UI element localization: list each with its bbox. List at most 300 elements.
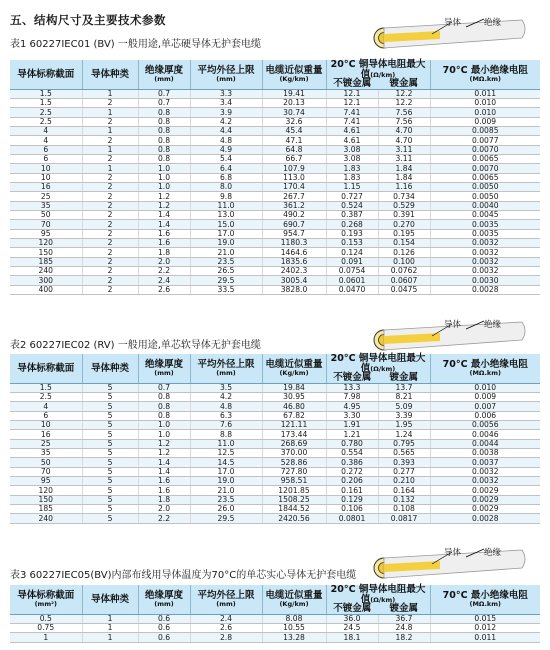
table-cell: 0.0032: [430, 239, 540, 248]
table-cell: 8.21: [378, 392, 430, 401]
table-cell: 1: [82, 108, 138, 117]
table-cell: 4.8: [190, 136, 262, 145]
conductor-label-1: 导体: [444, 18, 462, 28]
table-row: [10, 239, 540, 248]
table-cell: 0.0762: [378, 267, 430, 276]
table-cell: 20.13: [262, 98, 326, 107]
conductor-label-2: 导体: [444, 320, 462, 330]
table-cell: 173.44: [262, 430, 326, 439]
table-cell: 3.11: [378, 154, 430, 163]
table-cell: 1.0: [138, 182, 190, 191]
table-cell: 300: [10, 276, 82, 285]
table-row: [10, 136, 540, 145]
table-cell: 0.8: [138, 392, 190, 401]
table-cell: 36.7: [378, 614, 430, 623]
table-cell: 0.010: [430, 108, 540, 117]
table-cell: 0.0065: [430, 173, 540, 182]
header-resistance: 20°C 铜导体电阻最大值(Ω/km) 不镀金属 镀金属: [326, 354, 430, 383]
table-row: [10, 98, 540, 107]
table-cell: 0.126: [378, 248, 430, 257]
table-cell: 0.0070: [430, 145, 540, 154]
table-cell: 2: [82, 276, 138, 285]
table-cell: 1.6: [138, 239, 190, 248]
table-cell: 2: [82, 192, 138, 201]
table-cell: 1.0: [138, 164, 190, 173]
table-cell: 0.8: [138, 411, 190, 420]
table-cell: 1.4: [138, 467, 190, 476]
table-cell: 400: [10, 285, 82, 294]
table-cell: 1.24: [378, 430, 430, 439]
table-cell: 0.011: [430, 89, 540, 98]
table-cell: 1: [10, 633, 82, 642]
table-cell: 0.161: [326, 486, 378, 495]
table-cell: 5: [82, 467, 138, 476]
table-cell: 0.206: [326, 476, 378, 485]
table-cell: 0.8: [138, 117, 190, 126]
table-cell: 0.129: [326, 495, 378, 504]
table-row: [10, 276, 540, 285]
table-cell: 2: [82, 285, 138, 294]
table-cell: 268.69: [262, 439, 326, 448]
table-row: [10, 229, 540, 238]
table-cell: 0.0032: [430, 267, 540, 276]
table-cell: 5: [82, 495, 138, 504]
table-cell: 1.4: [138, 220, 190, 229]
table-cell: 0.010: [430, 383, 540, 392]
table-2-title: 表2 60227IEC02 (RV) 一般用途,单芯软导体无护套电缆: [10, 340, 261, 351]
header-weight: 电缆近似重量 (Kg/km): [262, 60, 326, 89]
table-cell: 1.8: [138, 248, 190, 257]
table-cell: 113.0: [262, 173, 326, 182]
table-cell: 0.734: [378, 192, 430, 201]
table-cell: 2: [82, 136, 138, 145]
table-cell: 5: [82, 476, 138, 485]
table-cell: 1.0: [138, 420, 190, 429]
table-cell: 1.84: [378, 164, 430, 173]
table-row: [10, 201, 540, 210]
table-1-title: 表1 60227IEC01 (BV) 一般用途,单芯硬导体无护套电缆: [10, 39, 262, 50]
table-cell: 2.5: [10, 108, 82, 117]
table-cell: 361.2: [262, 201, 326, 210]
table-cell: 1: [82, 164, 138, 173]
table-cell: 0.727: [326, 192, 378, 201]
table-cell: 33.5: [190, 285, 262, 294]
table-cell: 120: [10, 486, 82, 495]
table-cell: 0.106: [326, 504, 378, 513]
table-cell: 0.0035: [430, 220, 540, 229]
table-cell: 1: [82, 126, 138, 135]
header-nominal-area: 导体标称截面 (mm²): [10, 585, 82, 614]
table-cell: 2: [82, 117, 138, 126]
header-outer-diameter: 平均外径上限 (mm): [190, 585, 262, 614]
table-cell: 23.5: [190, 257, 262, 266]
table-cell: 0.7: [138, 98, 190, 107]
table-cell: 0.529: [378, 201, 430, 210]
table-cell: 1.95: [378, 420, 430, 429]
table-cell: 4.70: [378, 136, 430, 145]
table-cell: 47.1: [262, 136, 326, 145]
table-cell: 1.4: [138, 458, 190, 467]
header-insulation-thickness: 绝缘厚度 (mm): [138, 354, 190, 383]
table-cell: 2: [82, 173, 138, 182]
table-cell: 5: [82, 458, 138, 467]
table-cell: 690.7: [262, 220, 326, 229]
table-cell: 10.55: [262, 623, 326, 632]
table-cell: 5: [82, 411, 138, 420]
table-cell: 0.270: [378, 220, 430, 229]
header-outer-diameter: 平均外径上限 (mm): [190, 354, 262, 383]
table-row: [10, 439, 540, 448]
table-cell: 0.8: [138, 108, 190, 117]
table-cell: 1201.85: [262, 486, 326, 495]
table-cell: 13.0: [190, 210, 262, 219]
table-cell: 8.8: [190, 430, 262, 439]
table-cell: 2.0: [138, 504, 190, 513]
spec-table-1: [10, 60, 540, 295]
table-cell: 2: [82, 220, 138, 229]
table-row: [10, 89, 540, 98]
table-cell: 7.41: [326, 117, 378, 126]
table-cell: 1.4: [138, 210, 190, 219]
table-cell: 15.0: [190, 220, 262, 229]
table-cell: 12.2: [378, 89, 430, 98]
table-cell: 29.5: [190, 514, 262, 523]
table-row: [10, 192, 540, 201]
table-cell: 0.153: [326, 239, 378, 248]
header-insulation-resistance: 70°C 最小绝缘电阻 (MΩ.km): [430, 585, 540, 614]
table-cell: 4.4: [190, 126, 262, 135]
table-cell: 1.2: [138, 439, 190, 448]
table-cell: 0.007: [430, 402, 540, 411]
table-row: [10, 495, 540, 504]
table-row: [10, 285, 540, 294]
spec-table-3: [10, 585, 540, 643]
table-cell: 0.006: [430, 411, 540, 420]
table-cell: 4.95: [326, 402, 378, 411]
conductor-label-3: 导体: [444, 548, 462, 558]
table-cell: 0.195: [378, 229, 430, 238]
table-cell: 1: [82, 145, 138, 154]
table-cell: 0.009: [430, 392, 540, 401]
table-cell: 2.2: [138, 267, 190, 276]
table-cell: 0.0085: [430, 126, 540, 135]
table-cell: 70: [10, 220, 82, 229]
table-cell: 19.84: [262, 383, 326, 392]
table-cell: 6.4: [190, 164, 262, 173]
table-cell: 10: [10, 164, 82, 173]
header-outer-diameter: 平均外径上限 (mm): [190, 60, 262, 89]
table-cell: 0.0038: [430, 448, 540, 457]
table-cell: 8.0: [190, 182, 262, 191]
table-row: [10, 392, 540, 401]
table-cell: 240: [10, 267, 82, 276]
header-weight: 电缆近似重量 (Kg/km): [262, 354, 326, 383]
table-cell: 0.0040: [430, 201, 540, 210]
table-cell: 1.84: [378, 173, 430, 182]
table-cell: 11.0: [190, 439, 262, 448]
table-cell: 1180.3: [262, 239, 326, 248]
header-insulation-resistance: 70°C 最小绝缘电阻 (MΩ.km): [430, 354, 540, 383]
table-cell: 0.565: [378, 448, 430, 457]
table-cell: 32.6: [262, 117, 326, 126]
header-insulation-thickness: 绝缘厚度 (mm): [138, 60, 190, 89]
table-cell: 0.0817: [378, 514, 430, 523]
table-3-title: 表3 60227IEC05(BV)内部布线用导体温度为70°C的单芯实心导体无护套电缆: [10, 570, 357, 581]
table-cell: 9.8: [190, 192, 262, 201]
table-cell: 5: [82, 420, 138, 429]
table-cell: 1.6: [138, 229, 190, 238]
table-cell: 1.21: [326, 430, 378, 439]
table-cell: 8.08: [262, 614, 326, 623]
table-cell: 1.5: [10, 89, 82, 98]
table-cell: 0.554: [326, 448, 378, 457]
table-cell: 17.0: [190, 229, 262, 238]
table-cell: 2.6: [190, 623, 262, 632]
table-cell: 0.8: [138, 126, 190, 135]
table-cell: 240: [10, 514, 82, 523]
table-cell: 6: [10, 411, 82, 420]
table-cell: 7.6: [190, 420, 262, 429]
table-cell: 0.0029: [430, 486, 540, 495]
table-cell: 0.0032: [430, 248, 540, 257]
table-cell: 12.1: [326, 98, 378, 107]
table-cell: 4: [10, 402, 82, 411]
table-row: [10, 164, 540, 173]
table-cell: 0.015: [430, 614, 540, 623]
table-cell: 0.012: [430, 623, 540, 632]
table-cell: 0.0046: [430, 430, 540, 439]
table-cell: 26.0: [190, 504, 262, 513]
table-row: [10, 467, 540, 476]
table-row: [10, 420, 540, 429]
table-cell: 0.277: [378, 467, 430, 476]
table-row: [10, 267, 540, 276]
table-cell: 3.08: [326, 154, 378, 163]
table-cell: 4.61: [326, 136, 378, 145]
table-row: [10, 486, 540, 495]
table-row: [10, 448, 540, 457]
table-cell: 6.8: [190, 173, 262, 182]
table-cell: 1.91: [326, 420, 378, 429]
table-cell: 1: [82, 633, 138, 642]
table-cell: 12.5: [190, 448, 262, 457]
table-row: [10, 108, 540, 117]
table-row: [10, 458, 540, 467]
table-cell: 0.7: [138, 383, 190, 392]
table-cell: 2420.56: [262, 514, 326, 523]
table-cell: 2: [82, 229, 138, 238]
table-cell: 6.3: [190, 411, 262, 420]
table-cell: 0.6: [138, 623, 190, 632]
table-cell: 24.5: [326, 623, 378, 632]
table-cell: 0.124: [326, 248, 378, 257]
table-cell: 2: [82, 154, 138, 163]
table-cell: 0.272: [326, 467, 378, 476]
table-cell: 0.0470: [326, 285, 378, 294]
table-row: [10, 430, 540, 439]
spec-table-2: [10, 354, 540, 524]
table-cell: 95: [10, 229, 82, 238]
table-cell: 4.2: [190, 117, 262, 126]
table-cell: 150: [10, 495, 82, 504]
table-cell: 5: [82, 448, 138, 457]
table-cell: 2: [82, 98, 138, 107]
table-cell: 1.2: [138, 192, 190, 201]
table-cell: 16: [10, 430, 82, 439]
table-cell: 0.0029: [430, 504, 540, 513]
table-cell: 1.6: [138, 476, 190, 485]
insulation-label-3: 绝缘: [484, 548, 502, 558]
table-cell: 4.8: [190, 402, 262, 411]
header-insulation-thickness: 绝缘厚度 (mm): [138, 585, 190, 614]
table-cell: 1: [82, 89, 138, 98]
table-cell: 19.0: [190, 239, 262, 248]
table-cell: 13.7: [378, 383, 430, 392]
header-conductor-type: 导体种类: [82, 354, 138, 383]
table-cell: 185: [10, 257, 82, 266]
table-cell: 0.210: [378, 476, 430, 485]
table-cell: 0.091: [326, 257, 378, 266]
table-cell: 0.0077: [430, 136, 540, 145]
table-cell: 17.0: [190, 467, 262, 476]
table-cell: 1: [82, 623, 138, 632]
table-cell: 0.75: [10, 623, 82, 632]
table-cell: 1.5: [10, 383, 82, 392]
table-cell: 0.780: [326, 439, 378, 448]
table-cell: 1: [82, 614, 138, 623]
table-cell: 0.154: [378, 239, 430, 248]
table-cell: 0.387: [326, 210, 378, 219]
table-cell: 5: [82, 383, 138, 392]
table-cell: 26.5: [190, 267, 262, 276]
table-cell: 0.0475: [378, 285, 430, 294]
table-cell: 170.4: [262, 182, 326, 191]
table-cell: 0.0028: [430, 514, 540, 523]
table-cell: 0.0801: [326, 514, 378, 523]
table-cell: 30.95: [262, 392, 326, 401]
header-resistance: 20°C 铜导体电阻最大值(Ω/km) 不镀金属 镀金属: [326, 60, 430, 89]
table-cell: 1844.52: [262, 504, 326, 513]
table-row: [10, 476, 540, 485]
table-row: [10, 248, 540, 257]
table-row: [10, 117, 540, 126]
table-cell: 0.8: [138, 136, 190, 145]
table-cell: 3.5: [190, 383, 262, 392]
table-cell: 2.5: [10, 117, 82, 126]
table-cell: 3.11: [378, 145, 430, 154]
table-cell: 5: [82, 514, 138, 523]
table-row: [10, 614, 540, 623]
table-cell: 1.16: [378, 182, 430, 191]
table-cell: 1.0: [138, 430, 190, 439]
table-cell: 528.86: [262, 458, 326, 467]
table-cell: 7.98: [326, 392, 378, 401]
table-cell: 0.386: [326, 458, 378, 467]
table-cell: 70: [10, 467, 82, 476]
table-cell: 2.6: [138, 285, 190, 294]
table-cell: 35: [10, 448, 82, 457]
table-cell: 2: [82, 182, 138, 191]
table-cell: 0.268: [326, 220, 378, 229]
table-cell: 3.3: [190, 89, 262, 98]
table-cell: 2: [82, 257, 138, 266]
table-cell: 6: [10, 145, 82, 154]
table-cell: 0.0035: [430, 229, 540, 238]
table-cell: 5: [82, 439, 138, 448]
section-title: 五、结构尺寸及主要技术参数: [10, 13, 166, 27]
table-cell: 0.0050: [430, 182, 540, 191]
table-cell: 64.8: [262, 145, 326, 154]
table-cell: 267.7: [262, 192, 326, 201]
table-cell: 4.61: [326, 126, 378, 135]
table-cell: 5: [82, 486, 138, 495]
table-row: [10, 154, 540, 163]
table-cell: 490.2: [262, 210, 326, 219]
table-cell: 0.010: [430, 98, 540, 107]
table-cell: 0.132: [378, 495, 430, 504]
table-cell: 3.39: [378, 411, 430, 420]
table-cell: 6: [10, 154, 82, 163]
table-cell: 19.0: [190, 476, 262, 485]
table-cell: 5: [82, 430, 138, 439]
table-cell: 23.5: [190, 495, 262, 504]
table-cell: 25: [10, 192, 82, 201]
table-cell: 67.82: [262, 411, 326, 420]
table-cell: 25: [10, 439, 82, 448]
insulation-label-1: 绝缘: [484, 18, 502, 28]
table-cell: 0.0032: [430, 467, 540, 476]
table-cell: 45.4: [262, 126, 326, 135]
table-cell: 1.5: [10, 98, 82, 107]
table-row: [10, 145, 540, 154]
table-cell: 13.28: [262, 633, 326, 642]
table-cell: 50: [10, 458, 82, 467]
table-cell: 5.09: [378, 402, 430, 411]
table-cell: 0.108: [378, 504, 430, 513]
table-cell: 95: [10, 476, 82, 485]
table-cell: 7.41: [326, 108, 378, 117]
table-cell: 0.100: [378, 257, 430, 266]
table-cell: 0.524: [326, 201, 378, 210]
table-row: [10, 623, 540, 632]
table-cell: 0.6: [138, 614, 190, 623]
table-row: [10, 182, 540, 191]
table-cell: 0.0044: [430, 439, 540, 448]
table-cell: 2402.3: [262, 267, 326, 276]
table-cell: 4: [10, 136, 82, 145]
table-cell: 5: [82, 504, 138, 513]
table-cell: 0.164: [378, 486, 430, 495]
table-cell: 2.4: [138, 276, 190, 285]
table-cell: 3.08: [326, 145, 378, 154]
table-cell: 120: [10, 239, 82, 248]
table-cell: 3.9: [190, 108, 262, 117]
table-cell: 121.11: [262, 420, 326, 429]
table-cell: 21.0: [190, 486, 262, 495]
table-cell: 2: [82, 210, 138, 219]
table-cell: 0.0601: [326, 276, 378, 285]
table-cell: 30.74: [262, 108, 326, 117]
table-cell: 1.83: [326, 164, 378, 173]
table-cell: 1.6: [138, 486, 190, 495]
table-cell: 185: [10, 504, 82, 513]
table-cell: 4.2: [190, 392, 262, 401]
table-row: [10, 633, 540, 642]
header-conductor-type: 导体种类: [82, 60, 138, 89]
table-cell: 0.0607: [378, 276, 430, 285]
table-cell: 0.391: [378, 210, 430, 219]
table-cell: 10: [10, 420, 82, 429]
